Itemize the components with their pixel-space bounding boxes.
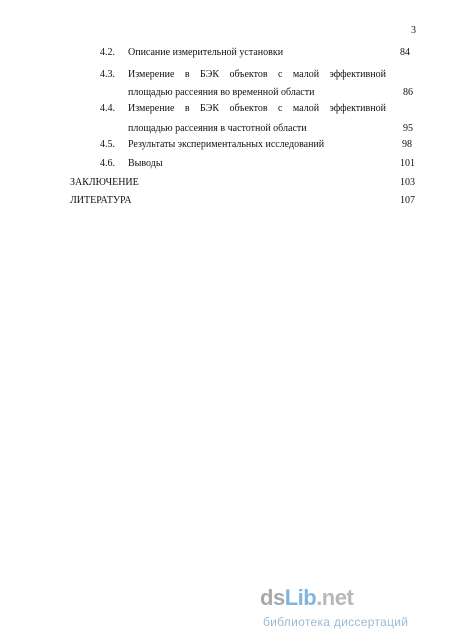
toc-word: эффективной (329, 103, 386, 114)
toc-literature-label: ЛИТЕРАТУРА (70, 195, 132, 206)
toc-entry-number: 4.4. (100, 103, 115, 114)
watermark-logo (260, 585, 445, 635)
watermark-subtitle: библиотека диссертаций (263, 615, 409, 629)
logo-ds: ds (260, 585, 285, 610)
toc-entry-page: 84 (400, 47, 410, 58)
toc-word: с (278, 69, 283, 80)
page-number: 3 (411, 25, 416, 36)
logo-net: .net (316, 585, 354, 610)
toc-entry-page: 95 (403, 123, 413, 134)
toc-entry-title: Выводы (128, 158, 163, 169)
toc-entry-number: 4.3. (100, 69, 115, 80)
toc-entry-page: 107 (400, 195, 415, 206)
toc-entry-number: 4.5. (100, 139, 115, 150)
toc-word: эффективной (329, 69, 386, 80)
toc-entry-title-line-2: площадью рассеяния в частотной области (128, 123, 307, 134)
toc-word: в (184, 103, 190, 114)
toc-entry-number: 4.2. (100, 47, 115, 58)
toc-entry-title: Описание измерительной установки (128, 47, 284, 58)
toc-word: объектов (229, 69, 268, 80)
toc-entry-title-line-1 (128, 104, 386, 114)
toc-entry-number: 4.6. (100, 158, 115, 169)
toc-entry-title-line-1 (128, 70, 386, 80)
toc-word: БЭК (200, 103, 220, 114)
toc-conclusion-label: ЗАКЛЮЧЕНИЕ (70, 177, 139, 188)
toc-word: в (184, 69, 190, 80)
toc-word: малой (292, 103, 320, 114)
toc-entry-page: 101 (400, 158, 415, 169)
toc-word: с (278, 103, 283, 114)
toc-entry-page: 98 (402, 139, 412, 150)
toc-entry-page: 103 (400, 177, 415, 188)
toc-entry-page: 86 (403, 87, 413, 98)
toc-word: объектов (229, 103, 268, 114)
toc-word: БЭК (200, 69, 220, 80)
logo-lib: Lib (284, 585, 317, 610)
toc-word: Измерение (128, 103, 175, 114)
dslib-logo (260, 585, 353, 611)
toc-entry-title-line-2: площадью рассеяния во временной области (128, 87, 315, 98)
toc-word: малой (292, 69, 320, 80)
toc-word: Измерение (128, 69, 175, 80)
toc-entry-title: Результаты экспериментальных исследований (128, 139, 325, 150)
